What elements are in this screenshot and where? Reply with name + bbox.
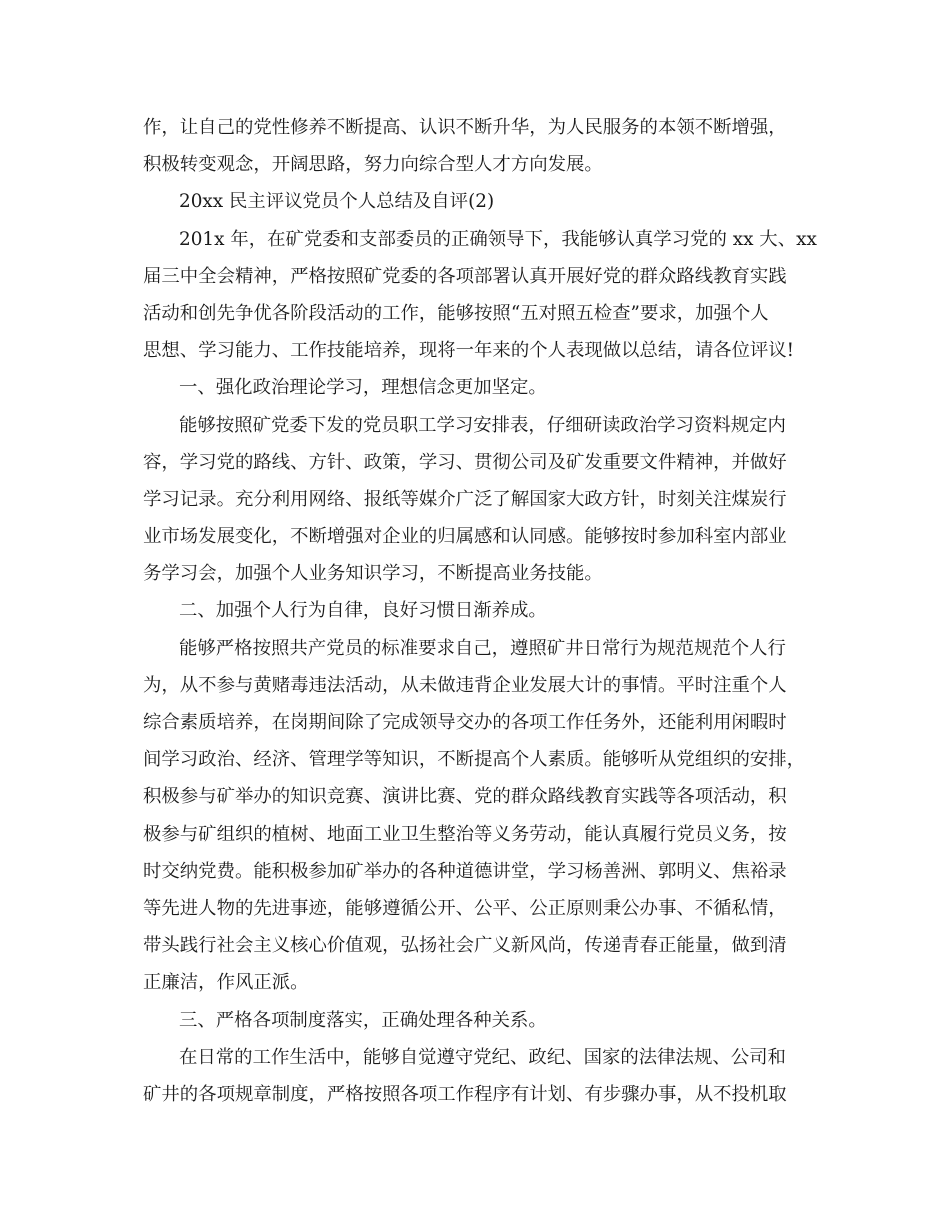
paragraph-line: 思想、学习能力、工作技能培养，现将一年来的个人表现做以总结，请各位评议! (143, 340, 795, 362)
paragraph-line: 积极参与矿举办的知识竞赛、演讲比赛、党的群众路线教育实践等各项活动，积 (143, 786, 787, 808)
paragraph-line: 在日常的工作生活中，能够自觉遵守党纪、政纪、国家的法律法规、公司和 (179, 1046, 786, 1068)
paragraph-line: 时交纳党费。能积极参加矿举办的各种道德讲堂，学习杨善洲、郭明义、焦裕录 (143, 860, 787, 882)
document-body (143, 109, 817, 1113)
paragraph-line: 学习记录。充分利用网络、报纸等媒介广泛了解国家大政方针，时刻关注煤炭行 (143, 488, 787, 510)
paragraph-line: 届三中全会精神，严格按照矿党委的各项部署认真开展好党的群众路线教育实践 (143, 265, 787, 287)
paragraph-line: 积极转变观念，开阔思路，努力向综合型人才方向发展。 (143, 154, 603, 176)
paragraph-line: 综合素质培养，在岗期间除了完成领导交办的各项工作任务外，还能利用闲暇时 (143, 712, 787, 733)
section-heading: 一、强化政治理论学习，理想信念更加坚定。 (179, 377, 547, 399)
paragraph-line: 间学习政治、经济、管理学等知识，不断提高个人素质。能够听从党组织的安排， (143, 749, 806, 771)
paragraph-line: 容，学习党的路线、方针、政策，学习、贯彻公司及矿发重要文件精神，并做好 (143, 451, 787, 473)
paragraph-line: 业市场发展变化，不断增强对企业的归属感和认同感。能够按时参加科室内部业 (143, 526, 787, 548)
section-title: 20xx 民主评议党员个人总结及自评(2) (179, 191, 495, 213)
paragraph-line: 能够按照矿党委下发的党员职工学习安排表，仔细研读政治学习资料规定内 (179, 414, 786, 436)
paragraph-line: 矿井的各项规章制度，严格按照各项工作程序有计划、有步骤办事，从不投机取 (143, 1083, 787, 1105)
section-heading: 二、加强个人行为自律，良好习惯日渐养成。 (179, 600, 547, 622)
paragraph-line: 活动和创先争优各阶段活动的工作，能够按照“五对照五检查”要求，加强个人 (143, 302, 769, 324)
paragraph-line: 极参与矿组织的植树、地面工业卫生整治等义务劳动，能认真履行党员义务，按 (143, 823, 787, 845)
paragraph-line: 正廉洁，作风正派。 (143, 972, 309, 994)
paragraph-line: 等先进人物的先进事迹，能够遵循公开、公平、公正原则秉公办事、不循私情， (143, 897, 787, 919)
section-heading: 三、严格各项制度落实，正确处理各种关系。 (179, 1009, 547, 1031)
paragraph-line: 带头践行社会主义核心价值观，弘扬社会广义新风尚，传递青春正能量，做到清 (143, 935, 787, 957)
paragraph-line: 务学习会，加强个人业务知识学习，不断提高业务技能。 (143, 563, 603, 585)
paragraph-line: 为，从不参与黄赌毒违法活动，从未做违背企业发展大计的事情。平时注重个人 (143, 674, 787, 696)
paragraph-line: 201x 年，在矿党委和支部委员的正确领导下，我能够认真学习党的 xx 大、xx (179, 228, 817, 250)
paragraph-line: 能够严格按照共产党员的标准要求自己，遵照矿井日常行为规范规范个人行 (179, 637, 786, 659)
paragraph-line: 作，让自己的党性修养不断提高、认识不断升华，为人民服务的本领不断增强， (143, 117, 787, 138)
